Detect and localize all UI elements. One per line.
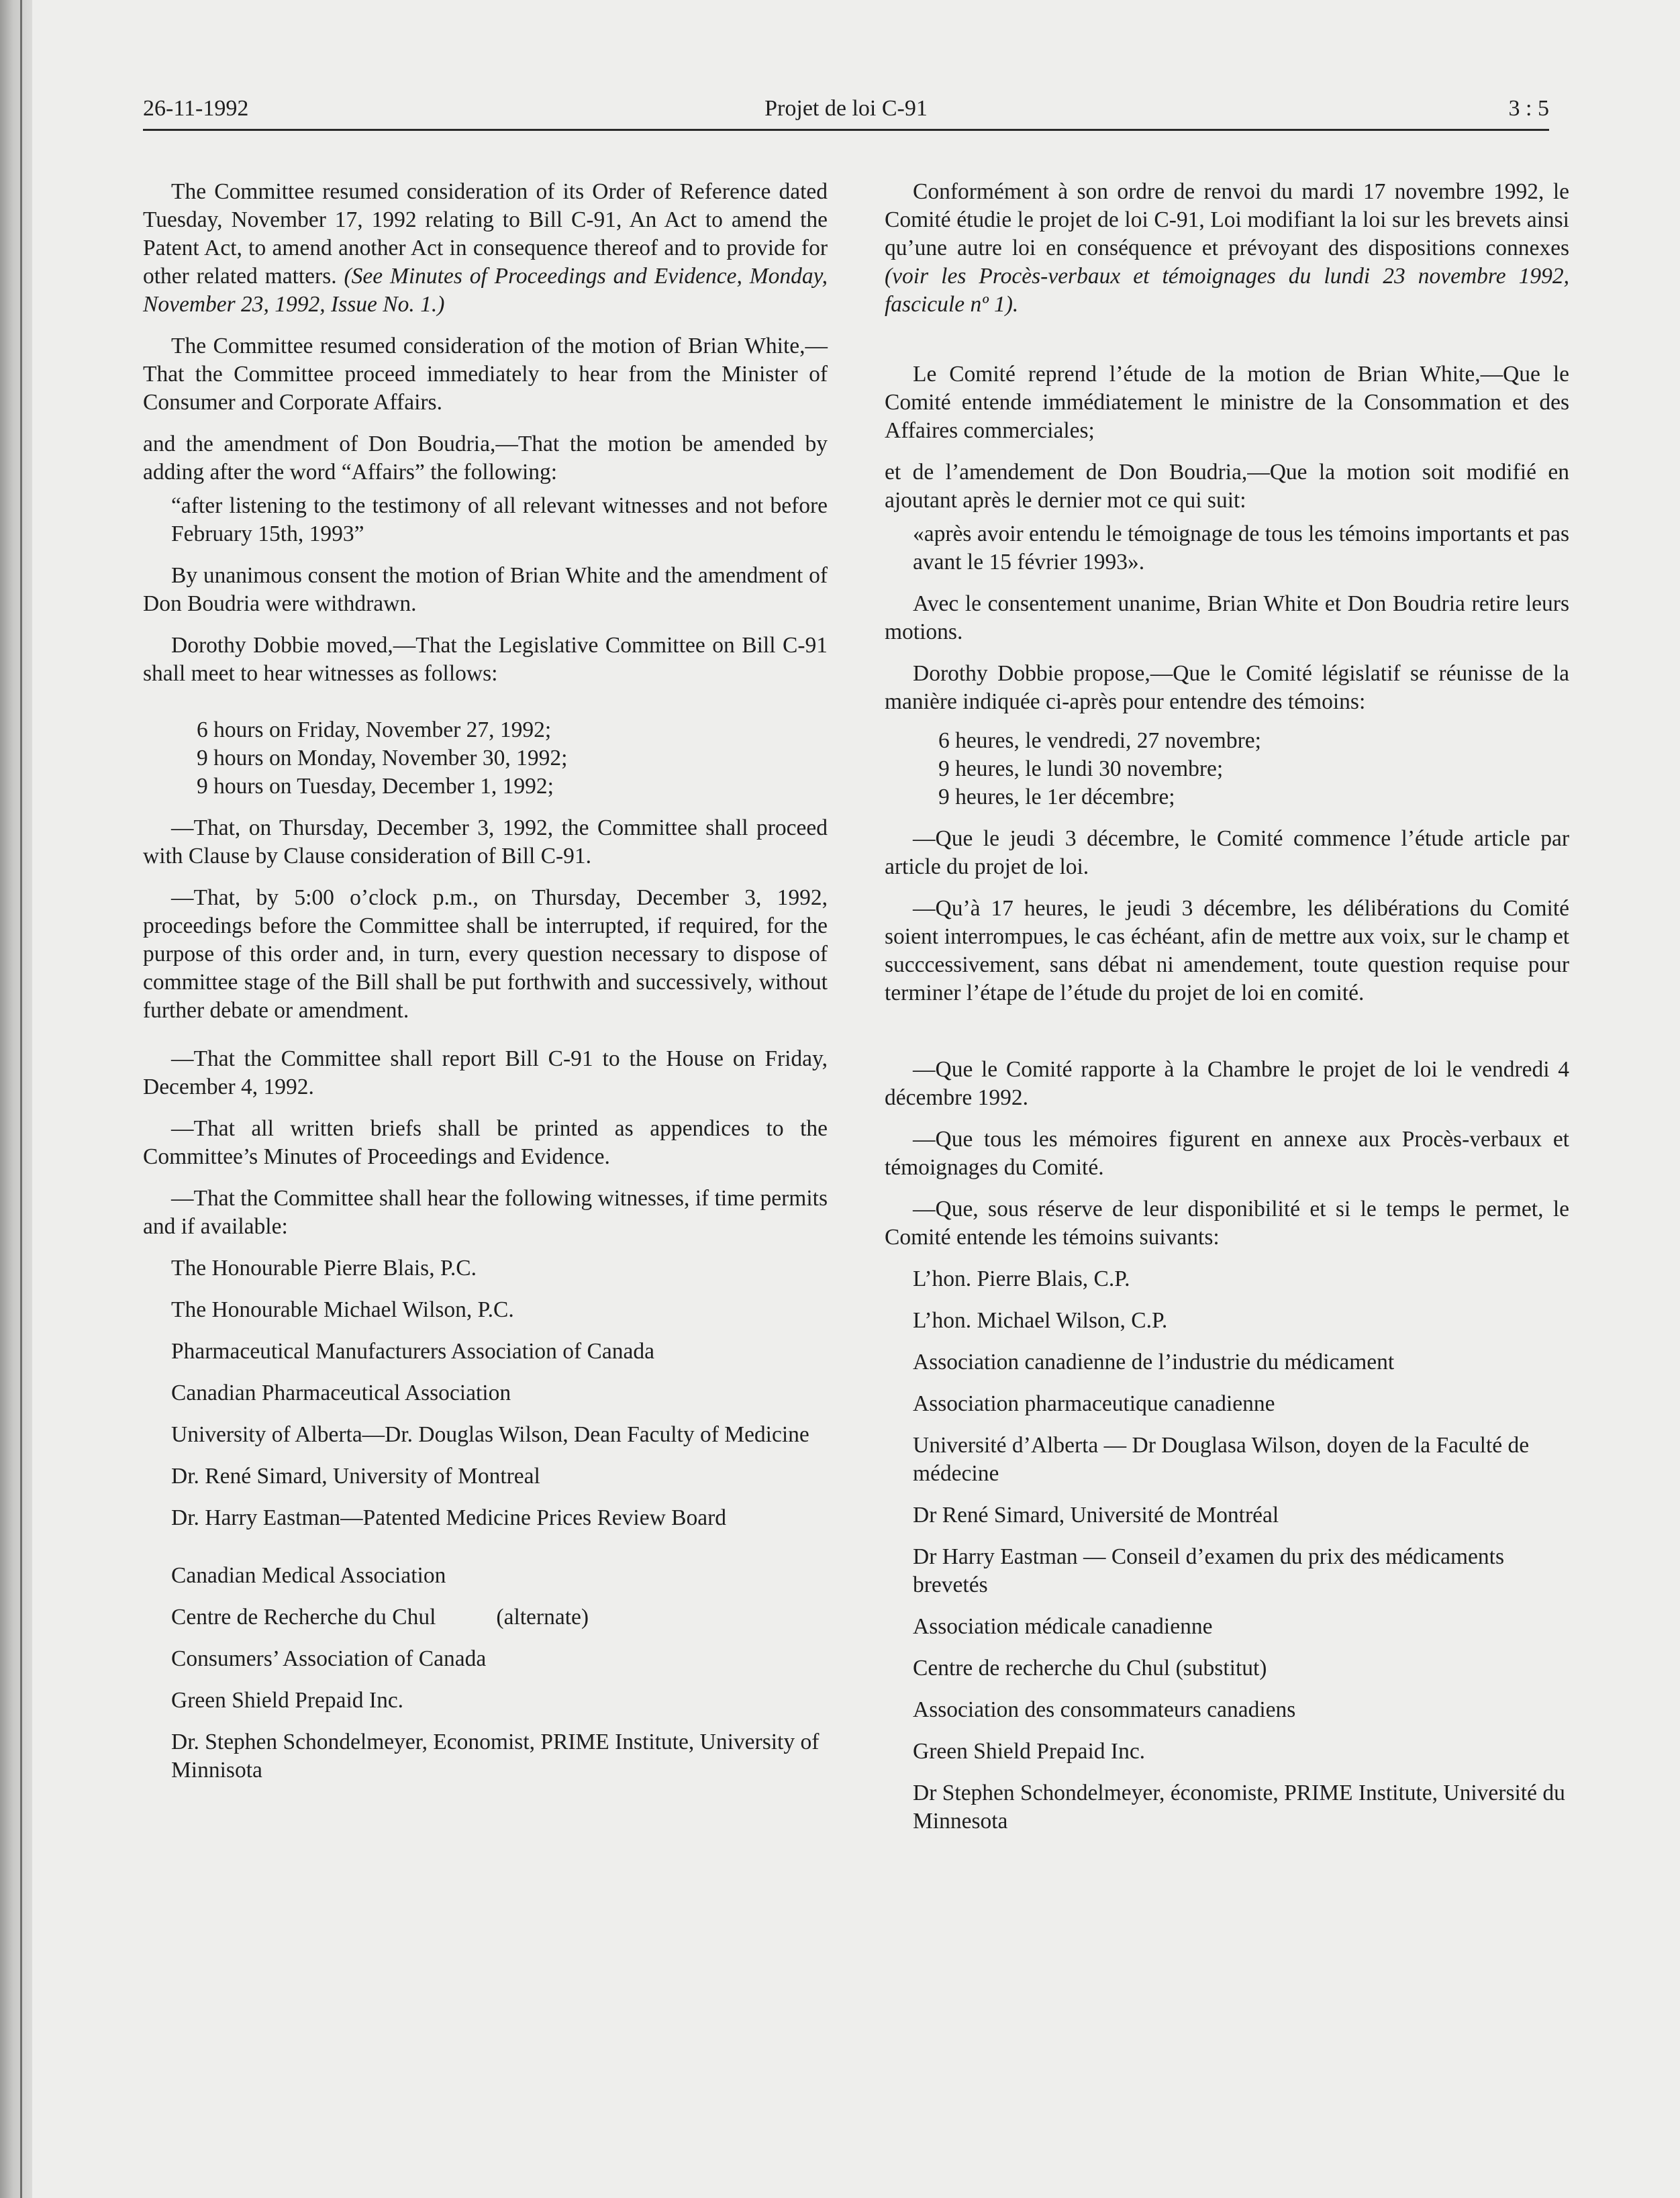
binding-edge	[0, 0, 32, 2198]
fr-paragraph-6: —Que le jeudi 3 décembre, le Comité commence l’étude article par article du projet de loi.	[885, 826, 1569, 879]
en-witness: Green Shield Prepaid Inc.	[171, 1688, 404, 1713]
en-p1-reference: (See Minutes of Proceedings and Evidence, Monday, November 23, 1992, Issue No. 1.)	[143, 264, 828, 317]
en-paragraph-8: —That the Committee shall report Bill C-91 to the House on Friday, December 4, 1992.	[143, 1046, 828, 1099]
en-witness: Consumers’ Association of Canada	[171, 1646, 487, 1671]
en-witness: Canadian Medical Association	[171, 1563, 446, 1588]
fr-witness: Dr René Simard, Université de Montréal	[913, 1503, 1279, 1528]
en-hours-item: 6 hours on Friday, November 27, 1992;	[197, 717, 552, 742]
en-paragraph-6: —That, on Thursday, December 3, 1992, the Committee shall proceed with Clause by Clause consideration of Bill C-91.	[143, 815, 828, 868]
fr-witness: L’hon. Michael Wilson, C.P.	[913, 1308, 1168, 1333]
en-paragraph-5: Dorothy Dobbie moved,—That the Legislative Committee on Bill C-91 shall meet to hear witnesses as follows:	[143, 633, 828, 686]
fr-witness: Association pharmaceutique canadienne	[913, 1391, 1275, 1416]
en-p1-text: The Committee resumed consideration of its Order of Reference dated Tuesday, November 17, 1992 relating to Bill C-91, An Act to amend the Patent Act, to amend another Act in consequence thereof and to provide for other related matters.	[143, 179, 828, 289]
header-rule	[143, 129, 1549, 131]
en-witness: The Honourable Pierre Blais, P.C.	[171, 1256, 477, 1281]
en-witness: Pharmaceutical Manufacturers Association of Canada	[171, 1339, 654, 1364]
fr-paragraph-5: Dorothy Dobbie propose,—Que le Comité législatif se réunisse de la manière indiquée ci-après pour entendre des témoins:	[885, 661, 1569, 714]
fr-paragraph-2: Le Comité reprend l’étude de la motion de Brian White,—Que le Comité entende immédiatement le ministre de la Consommation et des Affaires commerciales;	[885, 362, 1569, 443]
en-witness-chul	[143, 1603, 828, 1632]
en-witness: Canadian Pharmaceutical Association	[171, 1381, 511, 1405]
fr-hours-item: 6 heures, le vendredi, 27 novembre;	[938, 728, 1261, 753]
en-paragraph-10: —That the Committee shall hear the following witnesses, if time permits and if available:	[143, 1186, 828, 1239]
fr-p1-text: Conformément à son ordre de renvoi du mardi 17 novembre 1992, le Comité étudie le projet de loi C-91, Loi modifiant la loi sur les brevets ainsi qu’une autre loi en conséquence et prévoyant des dispositions connexes	[885, 179, 1569, 260]
french-column	[885, 178, 1569, 1849]
en-witness: Dr. René Simard, University of Montreal	[171, 1464, 540, 1489]
en-paragraph-1	[143, 178, 828, 319]
fr-witness: L’hon. Pierre Blais, C.P.	[913, 1266, 1130, 1291]
fr-witness: Association canadienne de l’industrie du médicament	[913, 1350, 1395, 1375]
page-header	[143, 91, 1549, 131]
fr-witness: Dr Harry Eastman — Conseil d’examen du prix des médicaments brevetés	[913, 1544, 1504, 1597]
en-alternate-note: (alternate)	[496, 1605, 589, 1630]
binding-rule	[20, 0, 22, 2198]
en-witness: University of Alberta—Dr. Douglas Wilson, Dean Faculty of Medicine	[171, 1422, 809, 1447]
document-page	[32, 0, 1680, 2198]
fr-paragraph-9: —Que tous les mémoires figurent en annexe aux Procès-verbaux et témoignages du Comité.	[885, 1127, 1569, 1180]
fr-witness: Association médicale canadienne	[913, 1614, 1213, 1639]
fr-paragraph-7: —Qu’à 17 heures, le jeudi 3 décembre, les délibérations du Comité soient interrompues, le cas échéant, afin de mettre aux voix, sur le champ et succcessivement, sans débat ni amendement, toute question requise pour terminer l’étape de l’étude du projet de loi en comité.	[885, 896, 1569, 1005]
fr-witness: Green Shield Prepaid Inc.	[913, 1739, 1146, 1764]
en-witness: The Honourable Michael Wilson, P.C.	[171, 1297, 514, 1322]
en-paragraph-7: —That, by 5:00 o’clock p.m., on Thursday, December 3, 1992, proceedings before the Committee shall be interrupted, if required, for the purpose of this order and, in turn, every question necessary to dispose of committee stage of the Bill shall be put forthwith and successively, without further debate or amendment.	[143, 885, 828, 1023]
fr-paragraph-10: —Que, sous réserve de leur disponibilité et si le temps le permet, le Comité entende les témoins suivants:	[885, 1197, 1569, 1250]
fr-paragraph-3: et de l’amendement de Don Boudria,—Que la motion soit modifié en ajoutant après le dernier mot ce qui suit:	[885, 460, 1569, 513]
fr-witness: Association des consommateurs canadiens	[913, 1697, 1296, 1722]
fr-hours-list	[885, 727, 1569, 811]
en-paragraph-4: By unanimous consent the motion of Brian White and the amendment of Don Boudria were withdrawn.	[143, 563, 828, 616]
fr-witness: Université d’Alberta — Dr Douglasa Wilson, doyen de la Faculté de médecine	[913, 1433, 1530, 1486]
en-hours-item: 9 hours on Monday, November 30, 1992;	[197, 746, 568, 770]
en-witness: Dr. Harry Eastman—Patented Medicine Prices Review Board	[171, 1505, 727, 1530]
fr-paragraph-8: —Que le Comité rapporte à la Chambre le projet de loi le vendredi 4 décembre 1992.	[885, 1057, 1569, 1110]
fr-hours-item: 9 heures, le lundi 30 novembre;	[938, 756, 1224, 781]
en-quote: “after listening to the testimony of all relevant witnesses and not before February 15th, 1993”	[171, 493, 828, 546]
en-witness-chul-name: Centre de Recherche du Chul	[171, 1605, 436, 1630]
en-hours-list	[143, 716, 828, 801]
fr-paragraph-4: Avec le consentement unanime, Brian White et Don Boudria retire leurs motions.	[885, 591, 1569, 644]
fr-witness: Centre de recherche du Chul (substitut)	[913, 1656, 1267, 1681]
header-date: 26-11-1992	[143, 96, 249, 121]
en-paragraph-3: and the amendment of Don Boudria,—That the motion be amended by adding after the word “Affairs” the following:	[143, 432, 828, 485]
en-paragraph-9: —That all written briefs shall be printed as appendices to the Committee’s Minutes of Proceedings and Evidence.	[143, 1116, 828, 1169]
en-witness: Dr. Stephen Schondelmeyer, Economist, PRIME Institute, University of Minnisota	[171, 1730, 820, 1783]
header-title: Projet de loi C-91	[764, 96, 928, 121]
header-page-number: 3 : 5	[1508, 96, 1549, 121]
en-paragraph-2: The Committee resumed consideration of the motion of Brian White,—That the Committee proceed immediately to hear from the Minister of Consumer and Corporate Affairs.	[143, 334, 828, 415]
fr-quote: «après avoir entendu le témoignage de tous les témoins importants et pas avant le 15 février 1993».	[913, 521, 1569, 575]
english-column	[143, 178, 828, 1798]
fr-hours-item: 9 heures, le 1er décembre;	[938, 785, 1175, 809]
fr-p1-reference: (voir les Procès-verbaux et témoignages du lundi 23 novembre 1992, fascicule nº 1).	[885, 264, 1569, 317]
en-hours-item: 9 hours on Tuesday, December 1, 1992;	[197, 774, 554, 799]
fr-witness: Dr Stephen Schondelmeyer, économiste, PRIME Institute, Université du Minnesota	[913, 1781, 1565, 1834]
fr-paragraph-1	[885, 178, 1569, 319]
